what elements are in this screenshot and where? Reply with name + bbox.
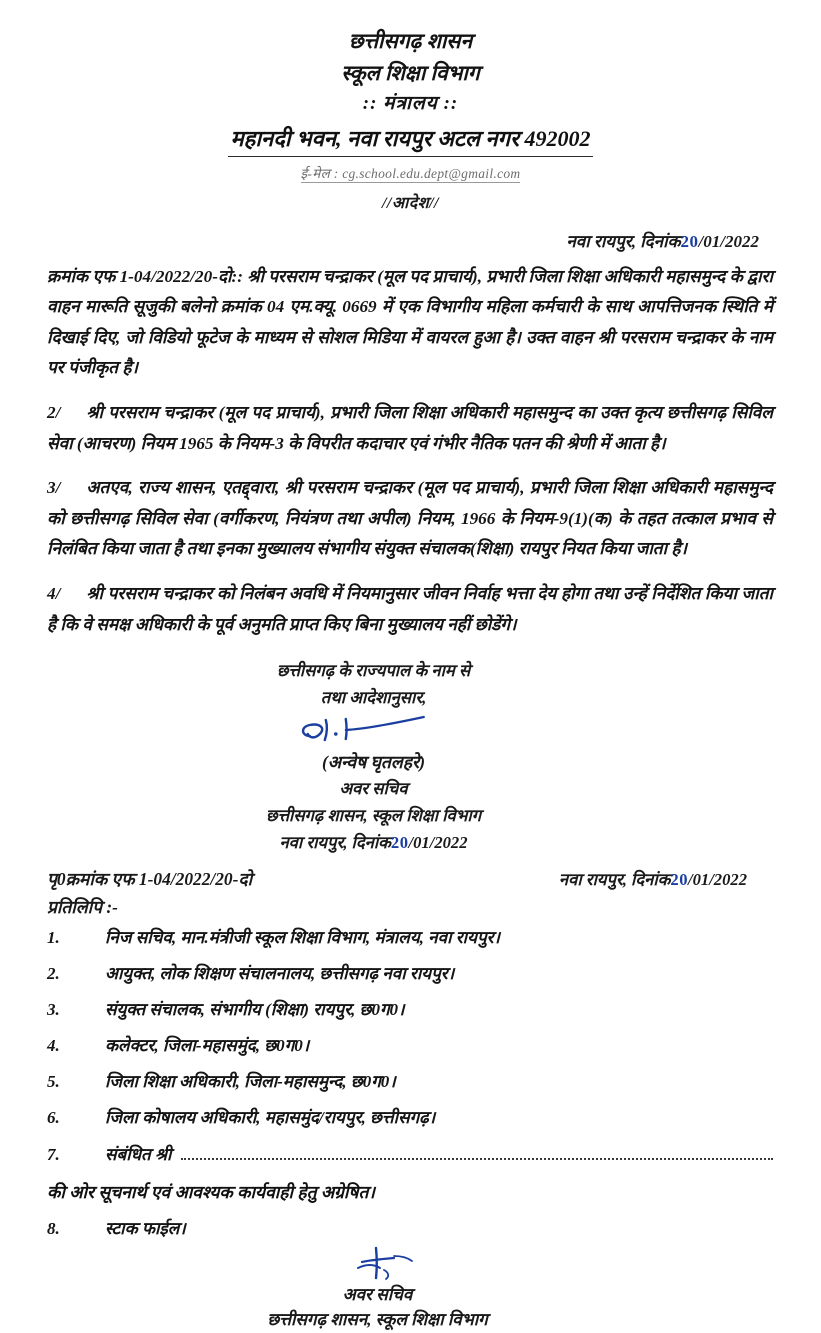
document-header [0, 0, 821, 213]
list-item-number: 7. [47, 1144, 60, 1164]
signature-place-date [229, 830, 519, 857]
paragraph-4 [47, 579, 773, 640]
copy-handwritten-day: 20 [670, 870, 688, 889]
list-item [47, 1071, 773, 1093]
copy-reference-number: पृ0क्रमांक एफ 1-04/2022/20-दो [47, 869, 253, 889]
paragraph-1-text: क्रमांक एफ 1-04/2022/20-दो:: श्री परसराम चन्द्राकर (मूल पद प्राचार्य), प्रभारी जिला शिक्षा अधिकारी महासमुन्द के द्वारा वाहन मारूति सूजुकी बलेनो क्रमांक 04 एम.क्यू. 0669 में एक विभागीय महिला कर्मचारी के साथ आपत्तिजनक स्थिति में दिखाई दिए, जो विडियो फूटेज के माध्यम से सोशल मिडिया में वायरल हुआ है। उक्त वाहन श्री परसराम चन्द्राकर के नाम पर पंजीकृत है। [47, 266, 773, 378]
list-item-number: 3. [47, 1000, 60, 1020]
department-name: स्कूल शिक्षा विभाग [341, 60, 480, 85]
signatory-designation: अवर सचिव [339, 779, 408, 799]
list-item-text: स्टाक फाईल। [105, 1218, 186, 1238]
copy-label: प्रतिलिपि :- [47, 897, 118, 917]
list-item-number: 8. [47, 1218, 60, 1238]
copy-date-rest: /01/2022 [687, 870, 747, 889]
list-item [47, 963, 773, 985]
signature-place-prefix: नवा रायपुर, दिनांक [279, 833, 391, 853]
order-marker: //आदेश// [381, 194, 439, 212]
list-item [47, 1107, 773, 1129]
list-item-text: आयुक्त, लोक शिक्षण संचालनालय, छत्तीसगढ़ नवा रायपुर। [105, 964, 455, 984]
paragraph-1 [47, 262, 773, 384]
paragraph-2-number: 2/ [47, 403, 61, 423]
copy-to-section [0, 867, 821, 1240]
list-item [47, 927, 773, 949]
list-item-number: 1. [47, 928, 60, 947]
bottom-handwritten-signature-icon [238, 1246, 518, 1282]
copy-header-row [47, 867, 773, 891]
govt-name: छत्तीसगढ़ शासन [348, 29, 473, 53]
bottom-signatory-designation: अवर सचिव [342, 1284, 413, 1304]
handwritten-signature-icon [229, 714, 519, 748]
forwarding-note: की ओर सूचनार्थ एवं आवश्यक कार्यवाही हेतु अग्रेषित। [47, 1181, 375, 1202]
signature-date-rest: /01/2022 [408, 833, 468, 853]
copy-place-prefix: नवा रायपुर, दिनांक [558, 870, 671, 889]
list-item-text: संबंधित श्री [105, 1144, 172, 1164]
signatory-office: छत्तीसगढ़ शासन, स्कूल शिक्षा विभाग [265, 806, 482, 826]
ministry-name: :: मंत्रालय :: [362, 92, 459, 114]
paragraph-4-text: श्री परसराम चन्द्राकर को निलंबन अवधि में नियमानुसार जीवन निर्वाह भत्ता देय होगा तथा उन्हें निर्देशित किया जाता है कि वे समक्ष अधिकारी के पूर्व अनुमति प्राप्त किए बिना मुख्यालय नहीं छोडेंगे। [47, 584, 773, 634]
paragraph-2 [47, 398, 773, 459]
copy-recipient-list-continued [47, 1218, 773, 1240]
bottom-signature-block [0, 1246, 821, 1333]
list-item-text: संयुक्त संचालक, संभागीय (शिक्षा) रायपुर, छ0ग0। [105, 1000, 405, 1020]
paragraph-3-number: 3/ [47, 478, 61, 498]
copy-place-date [559, 867, 773, 890]
list-item [47, 1218, 773, 1240]
bottom-signatory-office: छत्तीसगढ़ शासन, स्कूल शिक्षा विभाग [267, 1310, 488, 1330]
email-address: ई-मेल : cg.school.edu.dept@gmail.com [300, 165, 521, 181]
list-item-text: निज सचिव, मान.मंत्रीजी स्कूल शिक्षा विभाग, मंत्रालय, नवा रायपुर। [105, 928, 500, 947]
list-item-number: 2. [47, 964, 60, 984]
by-order-line-1: छत्तीसगढ़ के राज्यपाल के नाम से [276, 661, 471, 681]
list-item-number: 6. [47, 1108, 60, 1128]
signatory-name: (अन्वेष घृतलहरे) [321, 752, 426, 773]
paragraph-3-text: अतएव, राज्य शासन, एतद्द्वारा, श्री परसराम चन्द्राकर (मूल पद प्राचार्य), प्रभारी जिला शिक्षा अधिकारी महासमुन्द को छत्तीसगढ़ सिविल सेवा (वर्गीकरण, नियंत्रण तथा अपील) नियम, 1966 के नियम-9(1)(क) के तहत तत्काल प्रभाव से निलंबित किया जाता है तथा इनका मुख्यालय संभागीय संयुक्त संचालक(शिक्षा) रायपुर नियत किया जाता है। [47, 478, 773, 559]
list-item-text: जिला शिक्षा अधिकारी, जिला-महासमुन्द, छ0ग0। [105, 1072, 396, 1092]
list-item-number: 4. [47, 1036, 60, 1056]
signature-handwritten-day: 20 [390, 833, 409, 853]
by-order-line-2: तथा आदेशानुसार, [320, 688, 427, 708]
document-body [0, 262, 821, 641]
list-item [47, 999, 773, 1021]
signature-block [0, 658, 821, 857]
place-date-rest: /01/2022 [698, 231, 759, 251]
paragraph-4-number: 4/ [47, 584, 61, 604]
handwritten-day: 20 [680, 231, 699, 251]
paragraph-3 [47, 473, 773, 565]
place-date-line [0, 229, 821, 252]
list-item [47, 1144, 773, 1166]
copy-recipient-list [47, 927, 773, 1166]
place-date-prefix: नवा रायपुर, दिनांक [566, 231, 681, 251]
paragraph-2-text: श्री परसराम चन्द्राकर (मूल पद प्राचार्य), प्रभारी जिला शिक्षा अधिकारी महासमुन्द का उक्त कृत्य छत्तीसगढ़ सिविल सेवा (आचरण) नियम 1965 के नियम-3 के विपरीत कदाचार एवं गंभीर नैतिक पतन की श्रेणी में आता है। [47, 403, 773, 453]
list-item-text: कलेक्टर, जिला-महासमुंद, छ0ग0। [105, 1036, 310, 1056]
blank-fill-line [181, 1158, 773, 1160]
list-item-number: 5. [47, 1072, 60, 1092]
office-address: महानदी भवन, नवा रायपुर अटल नगर 492002 [228, 123, 592, 157]
list-item [47, 1035, 773, 1057]
list-item-text: जिला कोषालय अधिकारी, महासमुंद/रायपुर, छत्तीसगढ़। [105, 1108, 436, 1128]
